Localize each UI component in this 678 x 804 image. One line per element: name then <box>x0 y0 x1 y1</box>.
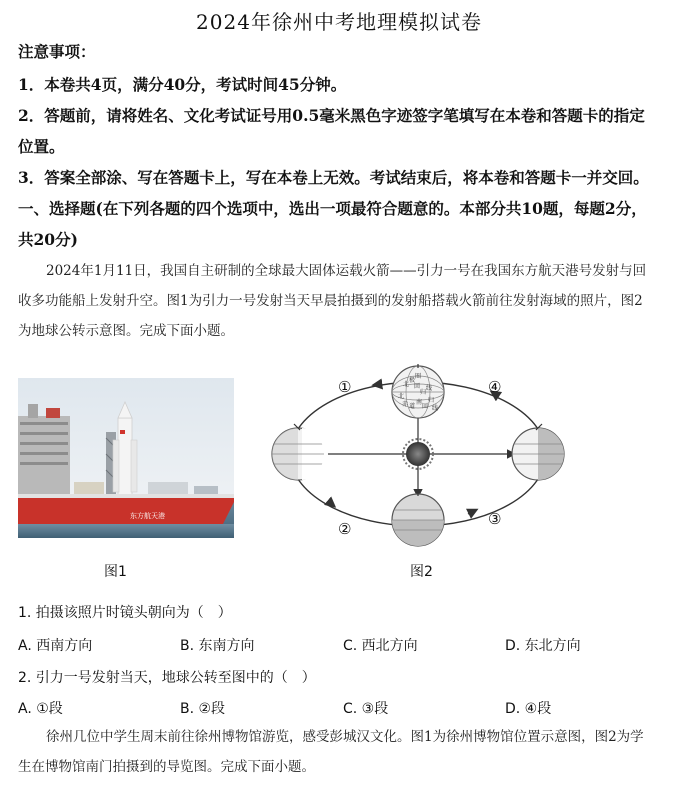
orbit-label-2: ② <box>338 520 352 538</box>
globe-text-8: 赤 <box>402 401 409 408</box>
globe-text-4: 北 <box>398 393 405 400</box>
figure-2-orbit-diagram <box>262 364 574 556</box>
globe-text-13: 线 <box>432 405 439 412</box>
globe-top <box>392 364 444 418</box>
globe-text-2: 极 <box>409 377 416 384</box>
passage-1-line-1: 2024年1月11日，我国自主研制的全球最大固体运载火箭——引力一号在我国东方航天港号发射与回 <box>46 263 647 279</box>
globe-text-7: 线 <box>426 385 433 392</box>
globe-text-6: 归 <box>420 389 427 396</box>
q2-option-b: B. ②段 <box>180 701 226 717</box>
globe-text-10: 南 <box>416 399 423 406</box>
section-heading-line1: 一、选择题(在下列各题的四个选项中，选出一项最符合题意的。本部分共10题，每题2分， <box>18 199 647 218</box>
globe-text-3: 圈 <box>415 373 422 380</box>
q2-option-a: A. ①段 <box>18 701 63 717</box>
globe-left <box>272 424 328 480</box>
passage-1-line-2: 收多功能船上发射升空。图1为引力一号发射当天早晨拍摄到的发射船搭载火箭前往发射海域的照片，图2 <box>18 293 643 309</box>
page-title: 2024年徐州中考地理模拟试卷 <box>196 10 482 34</box>
question-1-stem: 1. 拍摄该照片时镜头朝向为（ ） <box>18 605 232 621</box>
figure-1-caption: 图1 <box>104 564 127 580</box>
passage-2-line-1: 徐州几位中学生周末前往徐州博物馆游览，感受彭城汉文化。图1为徐州博物馆位置示意图，图2为学 <box>46 729 644 745</box>
globe-text-1: 北 <box>403 381 410 388</box>
globe-right <box>512 424 564 480</box>
q1-option-b: B. 东南方向 <box>180 638 255 654</box>
orbit-label-3: ③ <box>488 510 502 528</box>
orbit-label-1: ① <box>338 378 352 396</box>
notice-item-2: 2．答题前，请将姓名、文化考试证号用0.5毫米黑色字迹签字笔填写在本卷和答题卡的指定 <box>18 106 645 125</box>
notice-item-3: 3．答案全部涂、写在答题卡上，写在本卷上无效。考试结束后，将本卷和答题卡一并交回。 <box>18 168 649 187</box>
section-heading-line2: 共20分) <box>18 230 78 249</box>
notice-item-2-cont: 位置。 <box>18 137 65 156</box>
globe-text-9: 道 <box>409 403 416 410</box>
q1-option-c: C. 西北方向 <box>343 638 418 654</box>
figure-2-caption: 图2 <box>410 564 433 580</box>
notice-heading: 注意事项： <box>18 42 96 61</box>
globe-text-11: 回 <box>422 403 429 410</box>
q2-option-c: C. ③段 <box>343 701 389 717</box>
svg-text:东方航天港: 东方航天港 <box>130 512 165 520</box>
q1-option-d: D. 东北方向 <box>505 638 581 654</box>
passage-2 <box>18 722 666 782</box>
passage-1-line-3: 为地球公转示意图。完成下面小题。 <box>18 323 234 339</box>
notice-item-1: 1．本卷共4页，满分40分，考试时间45分钟。 <box>18 75 347 94</box>
figure-1-ship-photo <box>18 378 234 538</box>
globe-bottom <box>392 490 444 546</box>
q2-option-d: D. ④段 <box>505 701 552 717</box>
passage-2-line-2: 生在博物馆南门拍摄到的导览图。完成下面小题。 <box>18 759 315 775</box>
q1-option-a: A. 西南方向 <box>18 638 93 654</box>
question-2-stem: 2. 引力一号发射当天，地球公转至图中的（ ） <box>18 670 316 686</box>
globe-text-12: 归 <box>428 397 435 404</box>
orbit-label-4: ④ <box>488 378 502 396</box>
globe-text-5: 回 <box>414 383 421 390</box>
sun <box>406 442 430 466</box>
passage-1 <box>18 256 666 346</box>
